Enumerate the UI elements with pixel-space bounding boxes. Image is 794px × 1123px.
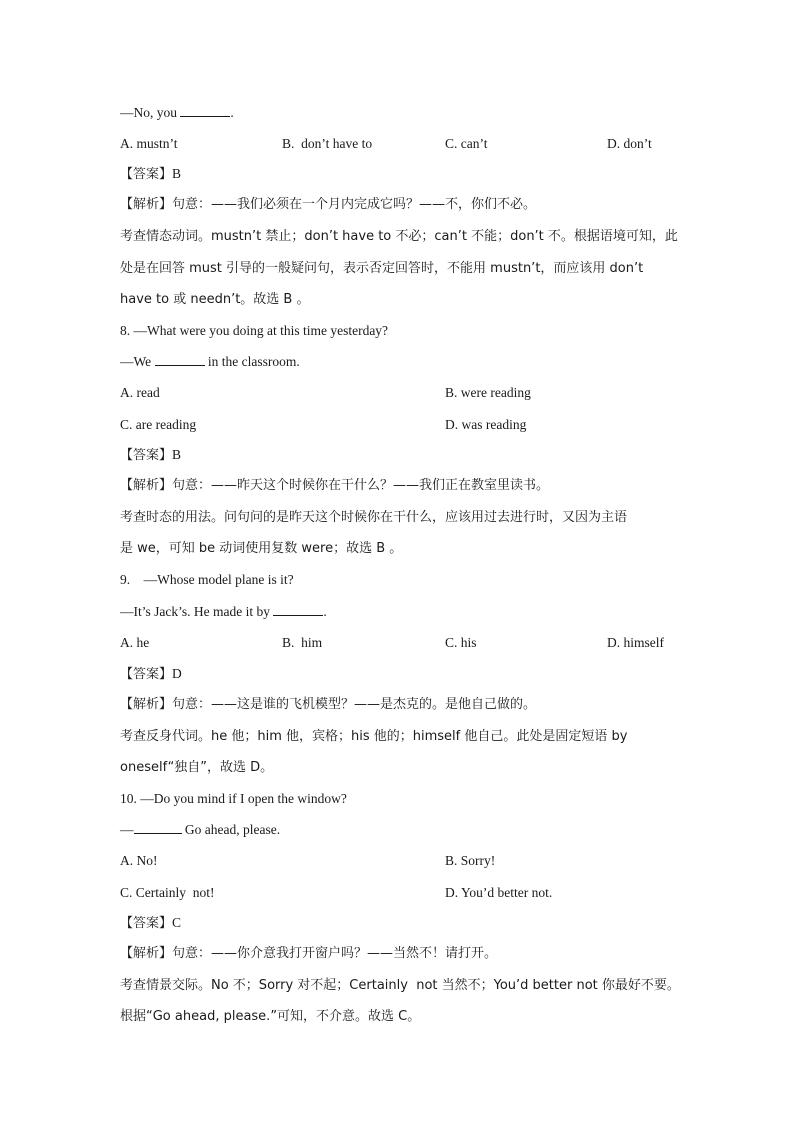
q8-analysis: 【解析】句意：——昨天这个时候你在干什么？——我们正在教室里读书。 — [120, 478, 550, 493]
q10-answer: 【答案】C — [120, 915, 182, 931]
answer-blank — [180, 104, 230, 117]
q8-reply: —We in the classroom. — [120, 354, 300, 369]
q8-option-c: C. are reading — [120, 417, 197, 432]
q9-option-a: A. he — [120, 635, 150, 650]
q9-option-b: B. him — [282, 635, 323, 650]
q9-answer: 【答案】D — [120, 666, 182, 682]
q10-analysis: 【解析】句意：——你介意我打开窗户吗？——当然不！请打开。 — [120, 946, 498, 961]
q9-analysis: 【解析】句意：——这是谁的飞机模型？——是杰克的。是他自己做的。 — [120, 697, 537, 712]
q7-explain-line: have to 或 needn’t。故选 B 。 — [120, 292, 310, 307]
answer-blank — [273, 603, 323, 616]
q9-explain-line: 考查反身代词。he 他；him 他，宾格；his 他的；himself 他自己。此处是固定短语 by — [120, 729, 628, 744]
q7-analysis: 【解析】句意：——我们必须在一个月内完成它吗？——不，你们不必。 — [120, 197, 537, 212]
q10-explain-line: 考查情景交际。No 不；Sorry 对不起；Certainly not 当然不；You’d better not 你最好不要。 — [120, 978, 680, 993]
q8-answer: 【答案】B — [120, 447, 182, 463]
q7-explain-line: 考查情态动词。mustn’t 禁止；don’t have to 不必；can’t 不能；don’t 不。根据语境可知，此 — [120, 229, 678, 244]
q7-reply: —No, you . — [120, 105, 234, 120]
q10-question: 10. —Do you mind if I open the window? — [120, 791, 347, 806]
q8-option-b: B. were reading — [445, 385, 531, 400]
q10-option-b: B. Sorry! — [445, 853, 496, 868]
answer-blank — [134, 821, 182, 834]
q8-question: 8. —What were you doing at this time yesterday? — [120, 323, 389, 338]
q9-question: 9. —Whose model plane is it? — [120, 572, 294, 587]
q10-option-d: D. You’d better not. — [445, 885, 553, 900]
answer-blank — [155, 353, 205, 366]
q10-reply: — Go ahead, please. — [120, 822, 281, 837]
q7-option-d: D. don’t — [607, 136, 652, 151]
q7-explain-line: 处是在回答 must 引导的一般疑问句，表示否定回答时，不能用 mustn’t，而应该用 don’t — [120, 261, 644, 276]
q9-reply: —It’s Jack’s. He made it by . — [120, 604, 327, 619]
q9-option-c: C. his — [445, 635, 477, 650]
q9-explain-line: oneself“独自”，故选 D。 — [120, 760, 274, 775]
q7-option-a: A. mustn’t — [120, 136, 178, 151]
q8-explain-line: 考查时态的用法。问句问的是昨天这个时候你在干什么，应该用过去进行时，又因为主语 — [120, 510, 628, 525]
q8-option-a: A. read — [120, 385, 160, 400]
q10-option-a: A. No! — [120, 853, 158, 868]
q10-explain-line: 根据“Go ahead, please.”可知，不介意。故选 C。 — [120, 1009, 421, 1024]
q10-option-c: C. Certainly not! — [120, 885, 215, 900]
q7-option-c: C. can’t — [445, 136, 488, 151]
q9-option-d: D. himself — [607, 635, 664, 650]
q7-option-b: B. don’t have to — [282, 136, 373, 151]
q8-explain-line: 是 we，可知 be 动词使用复数 were；故选 B 。 — [120, 541, 403, 556]
q7-answer: 【答案】B — [120, 166, 182, 182]
q8-option-d: D. was reading — [445, 417, 527, 432]
